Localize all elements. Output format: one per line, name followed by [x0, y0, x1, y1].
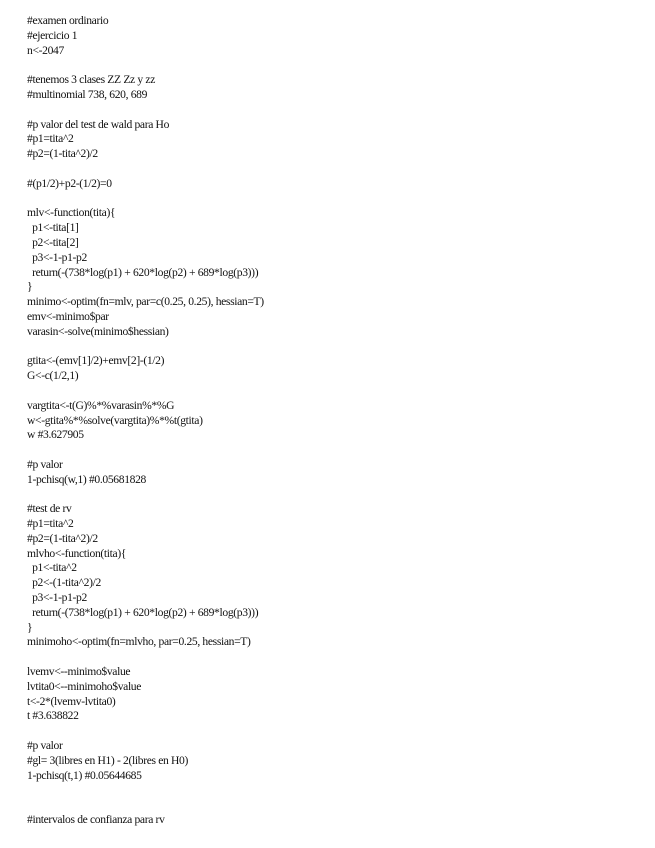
code-line: #p1=tita^2: [27, 517, 74, 531]
blank-line: [27, 340, 647, 355]
code-line: p3<-1-p1-p2: [27, 591, 87, 605]
code-line: mlv<-function(tita){: [27, 206, 116, 220]
blank-line: [27, 384, 647, 399]
code-line: #gl= 3(libres en H1) - 2(libres en H0): [27, 753, 188, 767]
code-line: p2<-tita[2]: [27, 235, 79, 249]
code-line: gtita<-(emv[1]/2)+emv[2]-(1/2): [27, 354, 165, 368]
code-line: p3<-1-p1-p2: [27, 250, 87, 264]
code-line: }: [27, 280, 33, 294]
blank-line: [27, 488, 647, 503]
code-line: G<-c(1/2,1): [27, 369, 79, 383]
code-line: #(p1/2)+p2-(1/2)=0: [27, 176, 112, 190]
code-line: mlvho<-function(tita){: [27, 546, 127, 560]
code-line: #test de rv: [27, 502, 72, 516]
code-line: vargtita<-t(G)%*%varasin%*%G: [27, 398, 175, 412]
blank-line: [27, 162, 647, 177]
code-line: #tenemos 3 clases ZZ Zz y zz: [27, 73, 155, 87]
blank-line: [27, 724, 647, 739]
code-line: 1-pchisq(w,1) #0.05681828: [27, 472, 146, 486]
code-line: #ejercicio 1: [27, 28, 78, 42]
code-line: lvemv<--minimo$value: [27, 665, 131, 679]
code-line: p2<-(1-tita^2)/2: [27, 576, 101, 590]
code-line: p1<-tita[1]: [27, 221, 79, 235]
blank-line: [27, 650, 647, 665]
blank-line: [27, 58, 647, 73]
code-line: #p valor del test de wald para Ho: [27, 117, 170, 131]
code-line: return(-(738*log(p1) + 620*log(p2) + 689*log(p3))): [27, 265, 259, 279]
code-line: #p valor: [27, 457, 63, 471]
code-line: #multinomial 738, 620, 689: [27, 87, 148, 101]
code-line: w<-gtita%*%solve(vargtita)%*%t(gtita): [27, 413, 203, 427]
code-line: p1<-tita^2: [27, 561, 77, 575]
code-line: #p valor: [27, 739, 63, 753]
blank-line: [27, 443, 647, 458]
code-line: varasin<-solve(minimo$hessian): [27, 324, 169, 338]
code-line: w #3.627905: [27, 428, 84, 442]
blank-line: [27, 798, 647, 813]
code-line: #p2=(1-tita^2)/2: [27, 147, 98, 161]
code-line: }: [27, 620, 33, 634]
code-line: minimoho<-optim(fn=mlvho, par=0.25, hessian=T): [27, 635, 251, 649]
code-line: n<-2047: [27, 43, 64, 57]
code-line: emv<-minimo$par: [27, 309, 109, 323]
code-line: lvtita0<--minimoho$value: [27, 679, 142, 693]
code-line: t<-2*(lvemv-lvtita0): [27, 694, 116, 708]
code-line: #examen ordinario: [27, 14, 109, 27]
code-line: 1-pchisq(t,1) #0.05644685: [27, 768, 142, 782]
code-line: #p2=(1-tita^2)/2: [27, 531, 98, 545]
blank-line: [27, 192, 647, 207]
code-line: minimo<-optim(fn=mlv, par=c(0.25, 0.25), hessian=T): [27, 295, 264, 309]
code-line: #p1=tita^2: [27, 132, 74, 146]
blank-line: [27, 783, 647, 798]
code-line: #intervalos de confianza para rv: [27, 813, 165, 827]
blank-line: [27, 103, 647, 118]
code-line: t #3.638822: [27, 709, 79, 723]
code-line: return(-(738*log(p1) + 620*log(p2) + 689*log(p3))): [27, 605, 259, 619]
code-document: [27, 14, 647, 828]
